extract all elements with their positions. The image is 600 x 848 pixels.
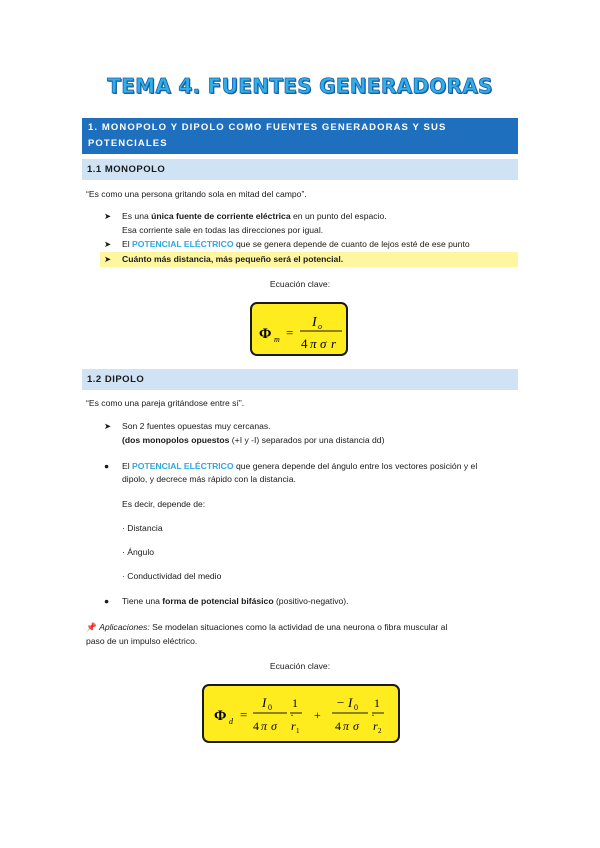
eq-num: I: [312, 315, 317, 330]
monopolo-quote: “Es como una persona gritando sola en mitad del campo”.: [86, 189, 307, 199]
eq-num-sub: o: [318, 322, 322, 331]
eq-sigma: σ: [353, 719, 359, 733]
eq-sigma: σ: [271, 719, 277, 733]
factor-angulo: · Ángulo: [122, 547, 155, 557]
eq-one: 1: [292, 696, 298, 710]
eq-pi: π: [261, 719, 268, 733]
eq-plus: +: [314, 708, 321, 722]
dipolo-quote: “Es como una pareja gritándose entre sí”.: [86, 398, 245, 408]
eq-num1-sub: 0: [268, 703, 272, 712]
monopolo-eq-label: Ecuación clave:: [269, 279, 331, 289]
eq-phi: Φ: [259, 326, 272, 342]
arrow-bullet-icon: ➤: [104, 239, 112, 249]
dipolo-bullet-3: Tiene una forma de potencial bifásico (positivo-negativo).: [122, 596, 349, 606]
dipolo-bullet-1: Son 2 fuentes opuestas muy cercanas.: [122, 421, 271, 431]
eq-den-four: 4: [301, 336, 308, 351]
section-header-line2: POTENCIALES: [88, 138, 168, 149]
eq-r1-sub: 1: [296, 727, 300, 735]
eq-r2-sub: 2: [378, 727, 382, 735]
eq-dot: ·: [290, 708, 294, 722]
eq-sub: m: [274, 335, 280, 344]
dot-bullet-icon: ●: [104, 596, 110, 606]
page-title: TEMA 4. FUENTES GENERADORAS: [107, 74, 493, 98]
eq-r1: r: [291, 719, 296, 733]
section-header: [82, 118, 518, 154]
dipolo-equation: [202, 684, 400, 743]
eq-equals: =: [240, 707, 248, 722]
monopolo-bullet-1-line2: Esa corriente sale en todas las direcciones por igual.: [122, 225, 324, 235]
monopolo-bullet-3: Cuánto más distancia, más pequeño será el potencial.: [122, 254, 344, 264]
eq-phi: Φ: [214, 708, 227, 724]
eq-num2: − I: [336, 695, 353, 710]
arrow-bullet-icon: ➤: [104, 421, 112, 431]
depends-label: Es decir, depende de:: [122, 499, 206, 509]
eq-r2: r: [373, 719, 378, 733]
monopolo-bullet-1: Es una única fuente de corriente eléctrica en un punto del espacio.: [122, 211, 387, 221]
eq-num1: I: [262, 695, 267, 710]
pushpin-icon: 📌: [86, 622, 97, 632]
eq-four: 4: [335, 719, 341, 733]
eq-den-sigma: σ: [320, 336, 327, 351]
eq-den-pi: π: [310, 336, 317, 351]
arrow-bullet-icon: ➤: [104, 211, 112, 221]
dipolo-bullet-1-line2: (dos monopolos opuestos (+I y -I) separados por una distancia dd): [122, 435, 385, 445]
dipolo-header: 1.2 DIPOLO: [82, 369, 518, 390]
section-header-line1: 1. MONOPOLO Y DIPOLO COMO FUENTES GENERADORAS Y SUS: [88, 122, 447, 133]
monopolo-bullet-2: El POTENCIAL ELÉCTRICO que se genera depende de cuanto de lejos esté de ese punto: [122, 239, 470, 249]
monopolo-header: 1.1 MONOPOLO: [82, 159, 518, 180]
applications-line: 📌 Aplicaciones: Se modelan situaciones como la actividad de una neurona o fibra muscular al: [86, 622, 448, 632]
eq-sub: d: [229, 717, 233, 726]
eq-one: 1: [374, 696, 380, 710]
applications-line2: paso de un impulso eléctrico.: [86, 636, 198, 646]
eq-four: 4: [253, 719, 259, 733]
eq-num2-sub: 0: [354, 703, 358, 712]
dipolo-bullet-2-line2: dipolo, y decrece más rápido con la distancia.: [122, 474, 296, 484]
eq-dot: ·: [371, 708, 375, 722]
dipolo-bullet-2: El POTENCIAL ELÉCTRICO que genera depende del ángulo entre los vectores posición y el: [122, 461, 478, 471]
eq-equals: =: [286, 325, 294, 340]
factor-distancia: · Distancia: [122, 523, 163, 533]
arrow-bullet-icon: ➤: [104, 254, 112, 264]
dot-bullet-icon: ●: [104, 461, 110, 471]
eq-den-r: r: [331, 336, 337, 351]
dipolo-eq-label: Ecuación clave:: [269, 661, 331, 671]
monopolo-equation: [250, 302, 348, 356]
eq-pi: π: [343, 719, 350, 733]
factor-conductividad: · Conductividad del medio: [122, 571, 222, 581]
